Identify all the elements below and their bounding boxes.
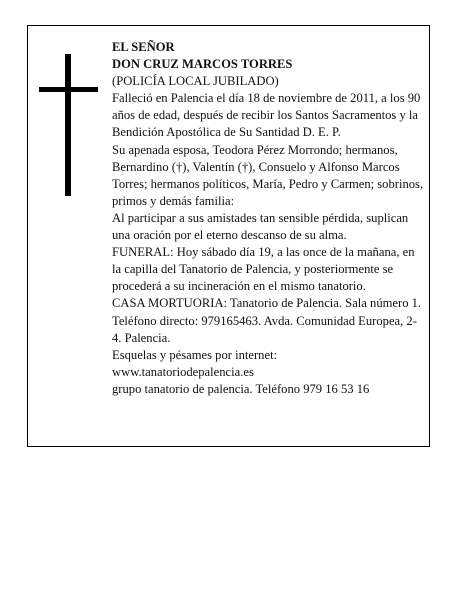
family-paragraph: Su apenada esposa, Teodora Pérez Morrondo; hermanos, Bernardino (†), Valentín (†), Consuelo y Alfonso Marcos Torres; hermanos políticos, María, Pedro y Carmen; sobrinos, primos y demás familia:	[112, 142, 424, 208]
obituary-text	[112, 39, 424, 398]
funeral-paragraph: FUNERAL: Hoy sábado día 19, a las once de la mañana, en la capilla del Tanatorio de Palencia, y posteriormente se procederá a su incineración en el mismo tanatorio.	[112, 245, 415, 294]
mortuary-paragraph: CASA MORTUORIA: Tanatorio de Palencia. Sala número 1. Teléfono directo: 979165463. Avda. Comunidad Europea, 2-4. Palencia.	[112, 296, 422, 345]
request-paragraph: Al participar a sus amistades tan sensible pérdida, suplican una oración por el eterno descanso de su alma.	[112, 210, 409, 243]
deceased-name: DON CRUZ MARCOS TORRES	[112, 57, 293, 72]
heading-line-1: EL SEÑOR	[112, 40, 175, 54]
website-text: www.tanatoriodepalencia.es	[112, 364, 254, 379]
group-contact: grupo tanatorio de palencia. Teléfono 979 16 53 16	[112, 381, 370, 396]
cross-horizontal-bar	[39, 87, 98, 92]
cross-vertical-bar	[65, 54, 71, 196]
death-paragraph: Falleció en Palencia el día 18 de noviembre de 2011, a los 90 años de edad, después de recibir los Santos Sacramentos y la Bendición Apostólica de Su Santidad D. E. P.	[112, 91, 421, 140]
deceased-occupation: (POLICÍA LOCAL JUBILADO)	[112, 74, 279, 89]
internet-label: Esquelas y pésames por internet:	[112, 347, 278, 362]
